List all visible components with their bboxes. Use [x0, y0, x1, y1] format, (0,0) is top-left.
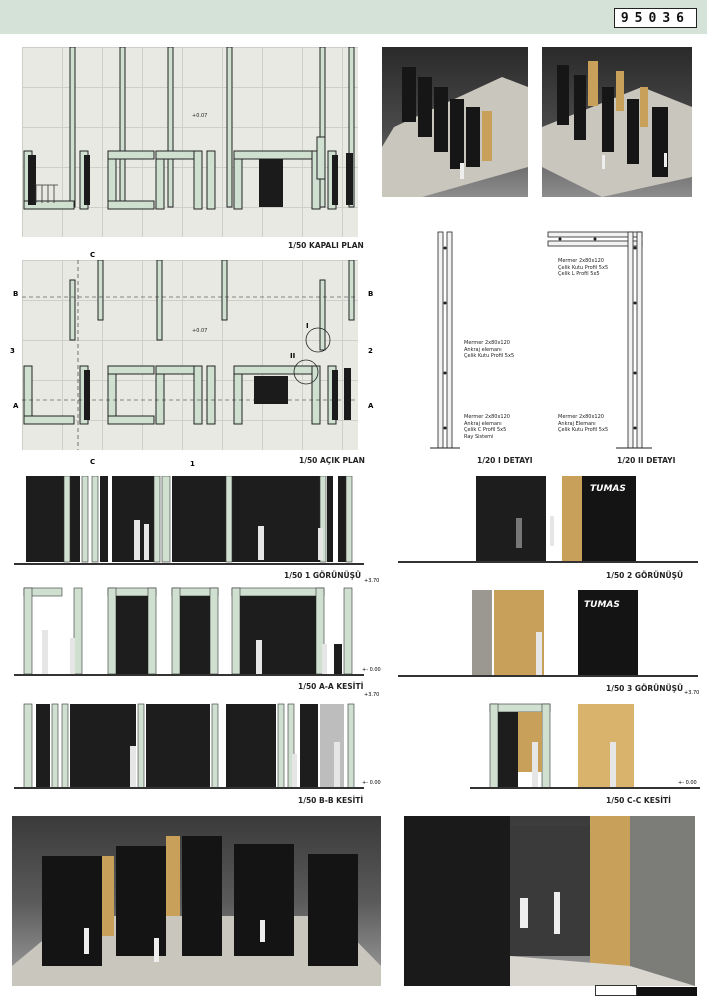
level-top: +3.70 [364, 692, 380, 698]
section-mark-a-left: A [13, 402, 19, 410]
section-mark-c-bottom: C [90, 458, 96, 466]
detail-note-group [558, 258, 608, 278]
view-2-ground-line [398, 561, 698, 563]
detail-note-group [558, 414, 608, 434]
view-3-ground-line [398, 675, 698, 677]
detail-note-group [464, 414, 510, 440]
open-plan-title: 1/50 AÇIK PLAN [299, 456, 365, 465]
closed-plan-drawing [22, 47, 358, 237]
level-top: +3.70 [684, 690, 700, 696]
level-zero: +- 0.00 [678, 780, 697, 786]
detail-note: Çelik Kutu Profil 5x5 [558, 427, 609, 433]
detail-note: Ray Sistemi [464, 433, 494, 440]
sheet-id: 95036 [614, 8, 697, 28]
render-top-right [542, 47, 692, 197]
detail-1-title: 1/20 I DETAYI [477, 456, 533, 465]
section-mark-c-top: C [90, 251, 96, 259]
view-1-drawing [22, 476, 358, 566]
footer-block [637, 987, 697, 996]
view-mark-1: 1 [190, 460, 195, 468]
section-bb-ground-line [14, 787, 364, 789]
detail-note: Çelik L Profil 5x5 [558, 271, 600, 277]
detail-note: Ankraj elemanı [464, 420, 502, 427]
detail-note-group [464, 340, 514, 360]
section-cc-drawing [488, 702, 638, 788]
detail-note: Çelik C Profil 5x5 [464, 427, 507, 433]
render-bottom-left [12, 816, 381, 986]
section-aa-title: 1/50 A-A KESİTİ [298, 682, 364, 691]
brand-logo: TUMAS [584, 600, 620, 610]
detail-callout-1: I [306, 322, 309, 330]
level-mark: +0.07 [192, 113, 208, 119]
detail-callout-2: II [290, 352, 296, 360]
detail-note: Ankraj Elemanı [558, 420, 596, 427]
view-3-title: 1/50 3 GÖRÜNÜŞÜ [606, 684, 684, 693]
detail-note: Mermer 2x80x120 [464, 414, 510, 420]
detail-note: Çelik Kutu Profil 5x5 [464, 353, 515, 359]
section-aa-ground-line [14, 674, 364, 676]
section-mark-a-right: A [368, 402, 374, 410]
section-bb-title: 1/50 B-B KESİTİ [298, 796, 364, 805]
section-cc-ground-line [470, 787, 700, 789]
level-zero: +- 0.00 [362, 667, 381, 673]
brand-logo: TUMAS [590, 484, 626, 494]
section-cc-title: 1/50 C-C KESİTİ [606, 796, 671, 805]
detail-note: Çelik Kutu Profil 5x5 [558, 264, 609, 271]
render-bottom-right [404, 816, 695, 986]
view-mark-2: 2 [368, 347, 373, 355]
section-mark-b-right: B [368, 290, 374, 298]
detail-note: Ankraj elemanı [464, 346, 502, 353]
detail-note: Mermer 2x80x120 [558, 258, 604, 264]
view-1-title: 1/50 1 GÖRÜNÜŞÜ [284, 571, 362, 580]
level-top: +3.70 [364, 578, 380, 584]
section-bb-drawing [22, 702, 358, 790]
closed-plan-title: 1/50 KAPALI PLAN [288, 241, 364, 250]
view-2-drawing [476, 476, 636, 562]
open-plan-drawing [22, 260, 358, 450]
view-2-title: 1/50 2 GÖRÜNÜŞÜ [606, 571, 684, 580]
section-aa-drawing [22, 586, 358, 678]
detail-note: Mermer 2x80x120 [558, 414, 604, 420]
view-mark-3: 3 [10, 347, 15, 355]
view-3-drawing [472, 590, 638, 676]
detail-drawings [430, 228, 670, 453]
detail-2-title: 1/20 II DETAYI [617, 456, 676, 465]
render-top-left [382, 47, 528, 197]
section-mark-b-left: B [13, 290, 19, 298]
footer-box [595, 985, 637, 996]
level-mark: +0.07 [192, 328, 208, 334]
detail-note: Mermer 2x80x120 [464, 340, 510, 346]
header-bar [0, 0, 707, 34]
level-zero: +- 0.00 [362, 780, 381, 786]
view-1-ground-line [14, 563, 364, 565]
